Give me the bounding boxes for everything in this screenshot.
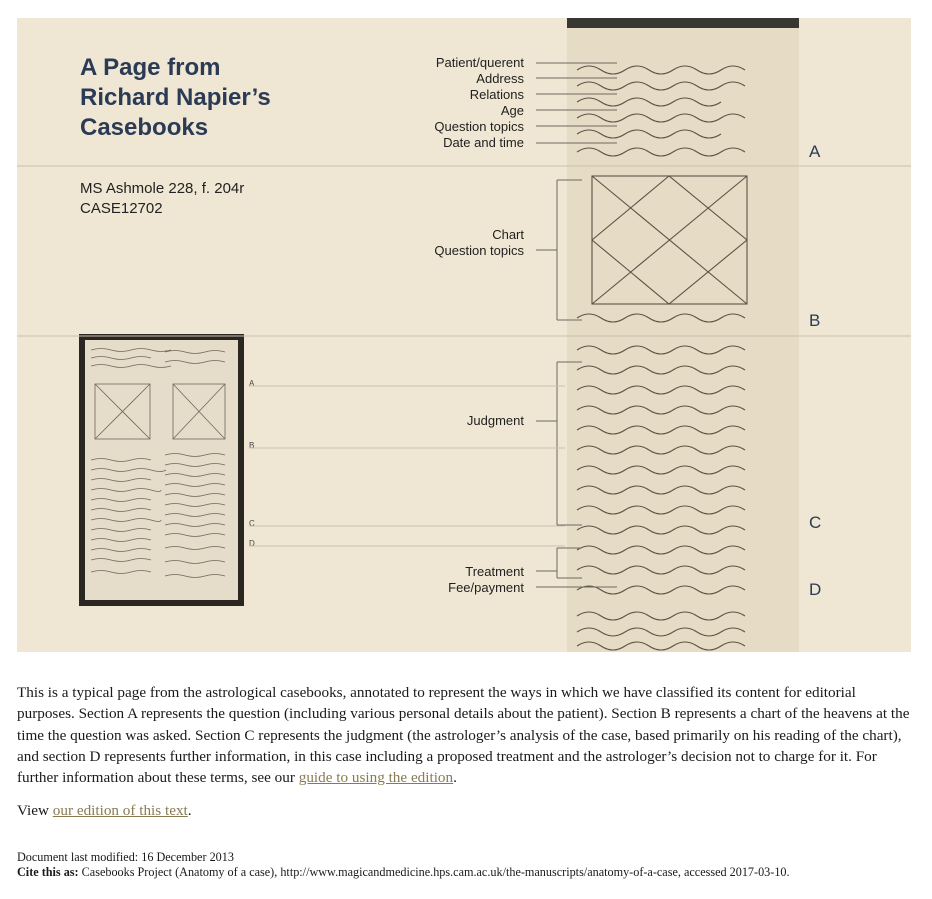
description-text: This is a typical page from the astrological casebooks, annotated to represent the ways in which we have classified its content for editorial purposes. Section A represents the question (including various personal details about the patient). Section B represents a chart of the heavens at the time the question was asked. Section C represents the judgment (the astrologer’s analysis of the case, based primarily on his reading of the chart), and section D represents further information, in this case including a proposed treatment and the astrologer’s decision not to charge for it. For further information about these terms, see our [17,684,910,787]
section-label-c: C [809,513,822,532]
section-label-d: D [809,580,822,599]
thumbnail-label-a: A [249,379,255,388]
thumbnail-label-b: B [249,441,255,450]
title-line: Richard Napier’s [80,84,271,111]
thumbnail-label-d: D [249,539,255,548]
annotation-fee: Fee/payment [448,580,524,595]
edition-link[interactable]: our edition of this text [52,802,188,819]
last-modified: Document last modified: 16 December 2013 [17,850,234,864]
title-line: Casebooks [80,114,209,141]
description-paragraph [17,682,914,788]
annotation-question-topics: Question topics [434,119,524,134]
view-edition-line [17,802,192,820]
view-suffix: . [187,802,192,819]
annotation-address: Address [476,71,524,86]
annotation-chart-question-topics: Question topics [434,243,524,258]
casebook-figure [17,18,911,652]
citation [17,865,790,880]
manuscript-reference: MS Ashmole 228, f. 204r [80,180,245,197]
thumbnail-label-c: C [249,519,255,528]
annotation-judgment: Judgment [466,413,524,428]
annotation-age: Age [500,103,524,118]
title-line: A Page from [80,54,221,81]
view-prefix: View [17,802,53,819]
annotation-relations: Relations [469,87,524,102]
section-label-b: B [809,311,821,330]
description-end: . [453,769,457,787]
annotation-treatment: Treatment [465,564,524,579]
annotation-patient: Patient/querent [435,55,524,70]
annotation-date-time: Date and time [443,135,524,150]
cite-text: Casebooks Project (Anatomy of a case), http://www.magicandmedicine.hps.cam.ac.uk/the-manuscripts/anatomy-of-a-case, accessed 2017-03-10. [78,865,790,879]
guide-link[interactable]: guide to using the edition [298,769,454,787]
case-id: CASE12702 [80,200,163,217]
cite-label: Cite this as: [17,865,79,879]
annotation-chart: Chart [492,227,524,242]
section-label-a: A [809,142,821,161]
annotation-lines [17,18,911,652]
